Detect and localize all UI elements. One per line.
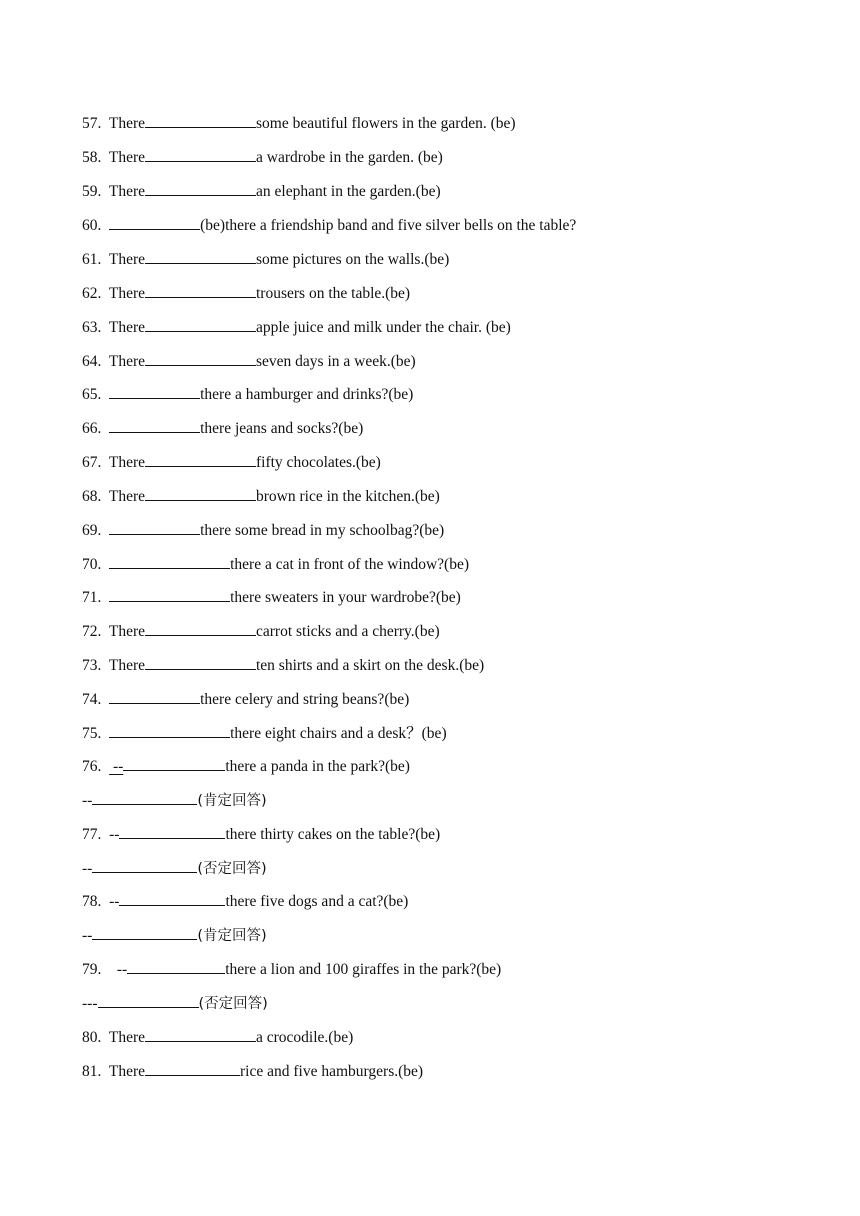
exercise-item-80	[82, 1026, 353, 1048]
item-prefix: There	[108, 183, 145, 200]
item-text: brown rice in the kitchen.(be)	[256, 488, 440, 505]
item-number: 68.	[82, 488, 102, 505]
item-number: 74.	[82, 691, 102, 708]
item-text: some beautiful flowers in the garden. (be)	[256, 115, 516, 132]
item-number: 78.	[82, 893, 102, 910]
exercise-item-75	[82, 722, 447, 744]
item-number: 80.	[82, 1029, 102, 1046]
item-prefix: There	[108, 149, 145, 166]
item-text: there thirty cakes on the table?(be)	[225, 826, 441, 843]
item-number: 71.	[82, 589, 102, 606]
exercise-item-76	[82, 755, 410, 777]
answer-blank[interactable]	[145, 316, 256, 332]
answer-blank[interactable]	[119, 890, 225, 906]
item-number: 75.	[82, 725, 102, 742]
answer-blank[interactable]	[145, 654, 256, 670]
item-text: apple juice and milk under the chair. (be)	[256, 319, 511, 336]
item-text: fifty chocolates.(be)	[256, 454, 381, 471]
item-text: there five dogs and a cat?(be)	[225, 893, 409, 910]
item-prefix: There	[108, 319, 145, 336]
exercise-item-64	[82, 350, 416, 372]
item-prefix: There	[108, 251, 145, 268]
answer-blank[interactable]	[92, 857, 197, 873]
item-number: 57.	[82, 115, 102, 132]
answer-blank[interactable]	[109, 214, 200, 230]
item-number: 66.	[82, 420, 102, 437]
item-text: (否定回答)	[198, 996, 268, 1012]
answer-blank[interactable]	[109, 553, 230, 569]
item-text: there celery and string beans?(be)	[200, 691, 410, 708]
answer-blank[interactable]	[145, 451, 256, 467]
item-text: some pictures on the walls.(be)	[256, 251, 450, 268]
item-number: 81.	[82, 1063, 102, 1080]
item-prefix: --	[82, 860, 93, 877]
item-text: there a panda in the park?(be)	[225, 758, 410, 775]
answer-blank[interactable]	[145, 350, 256, 366]
exercise-item-79	[82, 958, 501, 980]
exercise-item-77-answer	[82, 857, 267, 879]
item-number: 59.	[82, 183, 102, 200]
exercise-item-57	[82, 112, 516, 134]
answer-blank[interactable]	[92, 924, 197, 940]
answer-blank[interactable]	[145, 485, 256, 501]
exercise-item-66	[82, 417, 363, 439]
item-prefix: There	[108, 115, 145, 132]
item-prefix: There	[108, 454, 145, 471]
exercise-item-74	[82, 688, 409, 710]
exercise-item-58	[82, 146, 443, 168]
answer-blank[interactable]	[109, 586, 230, 602]
item-number: 63.	[82, 319, 102, 336]
item-prefix: --	[82, 927, 93, 944]
answer-blank[interactable]	[145, 282, 256, 298]
exercise-item-77	[82, 823, 440, 845]
item-number: 60.	[82, 217, 102, 234]
item-text: carrot sticks and a cherry.(be)	[256, 623, 440, 640]
exercise-item-76-answer	[82, 789, 267, 811]
item-text: there sweaters in your wardrobe?(be)	[230, 589, 461, 606]
exercise-item-78	[82, 890, 408, 912]
item-text: there eight chairs and a desk？(be)	[230, 725, 447, 742]
item-prefix: There	[108, 488, 145, 505]
item-number: 76.	[82, 758, 102, 775]
exercise-item-60	[82, 214, 576, 236]
item-text: seven days in a week.(be)	[256, 353, 416, 370]
answer-blank[interactable]	[145, 180, 256, 196]
answer-blank[interactable]	[127, 958, 225, 974]
item-number: 69.	[82, 522, 102, 539]
answer-blank[interactable]	[119, 823, 225, 839]
item-prefix: ---	[82, 995, 98, 1012]
item-text: there a cat in front of the window?(be)	[230, 556, 469, 573]
exercise-item-63	[82, 316, 511, 338]
exercise-item-59	[82, 180, 441, 202]
item-number: 61.	[82, 251, 102, 268]
item-prefix: --	[82, 792, 93, 809]
exercise-item-69	[82, 519, 444, 541]
answer-blank[interactable]	[98, 992, 199, 1008]
item-text: (肯定回答)	[197, 928, 267, 944]
answer-blank[interactable]	[145, 620, 256, 636]
item-text: there some bread in my schoolbag?(be)	[200, 522, 445, 539]
item-text: an elephant in the garden.(be)	[256, 183, 441, 200]
item-number: 67.	[82, 454, 102, 471]
answer-blank[interactable]	[145, 1060, 240, 1076]
item-number: 70.	[82, 556, 102, 573]
item-number: 64.	[82, 353, 102, 370]
item-text: there a hamburger and drinks?(be)	[200, 386, 414, 403]
answer-blank[interactable]	[145, 1026, 256, 1042]
answer-blank[interactable]	[109, 417, 200, 433]
item-number: 79.	[82, 961, 102, 978]
item-prefix: --	[113, 758, 124, 775]
item-prefix: There	[108, 285, 145, 302]
exercise-item-81	[82, 1060, 423, 1082]
item-prefix: There	[108, 353, 145, 370]
answer-blank[interactable]	[109, 722, 230, 738]
item-text: ten shirts and a skirt on the desk.(be)	[256, 657, 485, 674]
item-prefix: --	[116, 961, 128, 978]
answer-blank[interactable]	[145, 146, 256, 162]
answer-blank[interactable]	[109, 383, 200, 399]
exercise-item-78-answer	[82, 924, 267, 946]
item-text: trousers on the table.(be)	[256, 285, 411, 302]
answer-blank[interactable]	[92, 789, 197, 805]
exercise-item-72	[82, 620, 440, 642]
exercise-item-70	[82, 553, 469, 575]
item-prefix: There	[108, 657, 145, 674]
item-text: there a lion and 100 giraffes in the park?(be)	[225, 961, 502, 978]
item-number: 65.	[82, 386, 102, 403]
item-number: 72.	[82, 623, 102, 640]
answer-blank[interactable]	[145, 248, 256, 264]
item-prefix: There	[108, 623, 145, 640]
item-prefix: --	[109, 893, 120, 910]
item-number: 77.	[82, 826, 102, 843]
item-number: 73.	[82, 657, 102, 674]
item-prefix: --	[109, 826, 120, 843]
exercise-item-65	[82, 383, 413, 405]
exercise-item-61	[82, 248, 449, 270]
item-text: (be)there a friendship band and five silver bells on the table?	[200, 217, 577, 234]
exercise-item-79-answer	[82, 992, 268, 1014]
item-number: 58.	[82, 149, 102, 166]
exercise-item-73	[82, 654, 484, 676]
answer-blank[interactable]	[123, 755, 225, 771]
exercise-item-62	[82, 282, 410, 304]
answer-blank[interactable]	[109, 519, 200, 535]
exercise-item-68	[82, 485, 440, 507]
item-text: there jeans and socks?(be)	[200, 420, 364, 437]
item-text: a wardrobe in the garden. (be)	[256, 149, 443, 166]
item-text: (肯定回答)	[197, 793, 267, 809]
exercise-item-67	[82, 451, 381, 473]
item-prefix: There	[108, 1029, 145, 1046]
exercise-item-71	[82, 586, 461, 608]
item-prefix: There	[108, 1063, 145, 1080]
item-text: a crocodile.(be)	[256, 1029, 354, 1046]
item-text: (否定回答)	[197, 861, 267, 877]
answer-blank[interactable]	[145, 112, 256, 128]
item-text: rice and five hamburgers.(be)	[240, 1063, 424, 1080]
answer-blank[interactable]	[109, 688, 200, 704]
item-number: 62.	[82, 285, 102, 302]
